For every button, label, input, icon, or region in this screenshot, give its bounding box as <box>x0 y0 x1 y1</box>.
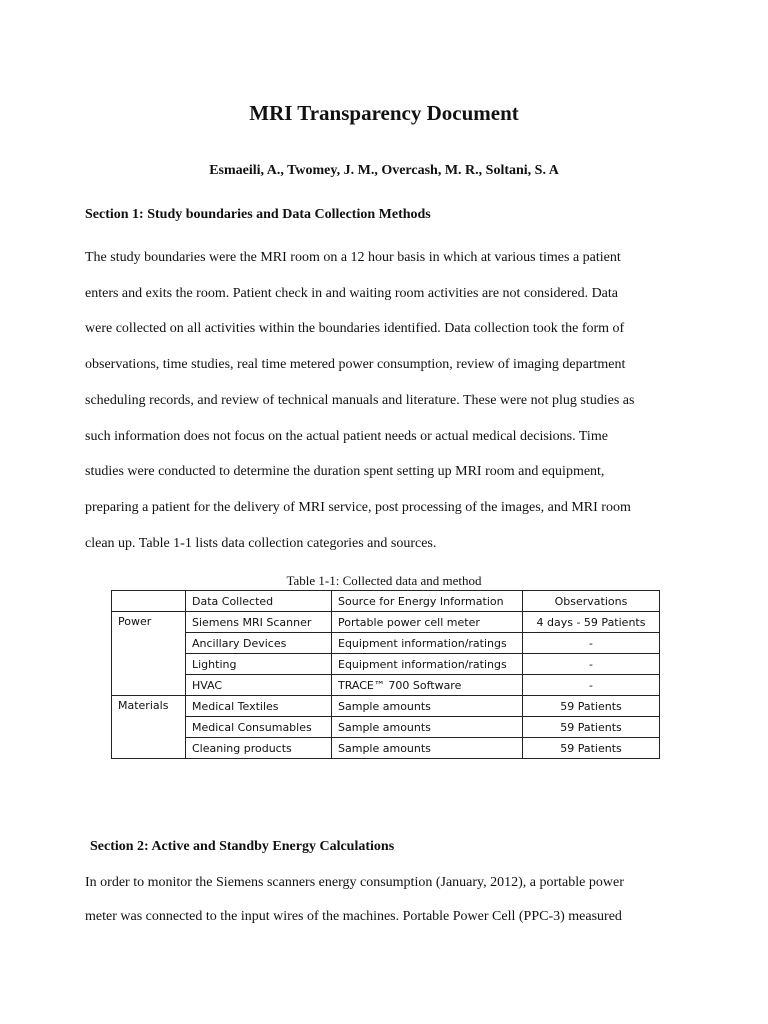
paragraph-line: The study boundaries were the MRI room on a 12 hour basis in which at various times a patient <box>85 250 621 265</box>
data-collection-table <box>111 590 660 759</box>
table-group-cell: Materials <box>112 696 186 759</box>
table-cell: Siemens MRI Scanner <box>186 612 332 633</box>
table-cell: Cleaning products <box>186 738 332 759</box>
table-row <box>112 633 660 654</box>
table-row <box>112 717 660 738</box>
table-cell: 59 Patients <box>523 738 660 759</box>
table-cell: Sample amounts <box>332 717 523 738</box>
table-cell: 59 Patients <box>523 696 660 717</box>
table-row <box>112 738 660 759</box>
table-cell: Equipment information/ratings <box>332 633 523 654</box>
table-cell: - <box>523 633 660 654</box>
table-header-cell: Source for Energy Information <box>332 591 523 612</box>
table-row <box>112 675 660 696</box>
table-cell: Medical Consumables <box>186 717 332 738</box>
paragraph-line: scheduling records, and review of technical manuals and literature. These were not plug studies as <box>85 393 635 408</box>
table-header-cell: Data Collected <box>186 591 332 612</box>
table-cell: HVAC <box>186 675 332 696</box>
section-2-heading: Section 2: Active and Standby Energy Calculations <box>90 839 395 854</box>
table-row <box>112 696 660 717</box>
table-cell: Sample amounts <box>332 738 523 759</box>
table-cell: Lighting <box>186 654 332 675</box>
paragraph-line: meter was connected to the input wires of the machines. Portable Power Cell (PPC-3) measured <box>85 909 622 924</box>
table-cell: 4 days - 59 Patients <box>523 612 660 633</box>
table-cell: - <box>523 675 660 696</box>
table-cell: - <box>523 654 660 675</box>
table-group-cell: Power <box>112 612 186 696</box>
paragraph-line: observations, time studies, real time metered power consumption, review of imaging department <box>85 357 626 372</box>
table-caption: Table 1-1: Collected data and method <box>286 573 482 588</box>
author-list: Esmaeili, A., Twomey, J. M., Overcash, M. R., Soltani, S. A <box>209 163 559 178</box>
table-cell: Medical Textiles <box>186 696 332 717</box>
paragraph-line: clean up. Table 1-1 lists data collection categories and sources. <box>85 536 437 551</box>
table-cell: Portable power cell meter <box>332 612 523 633</box>
table-cell: Ancillary Devices <box>186 633 332 654</box>
document-title: MRI Transparency Document <box>249 101 519 125</box>
paragraph-line: preparing a patient for the delivery of MRI service, post processing of the images, and MRI room <box>85 500 631 515</box>
table-cell: 59 Patients <box>523 717 660 738</box>
table-cell: Sample amounts <box>332 696 523 717</box>
paragraph-line: studies were conducted to determine the duration spent setting up MRI room and equipment, <box>85 464 605 479</box>
table-header-cell <box>112 591 186 612</box>
paragraph-line: were collected on all activities within the boundaries identified. Data collection took the form of <box>85 321 625 336</box>
table-cell: TRACE™ 700 Software <box>332 675 523 696</box>
paragraph-line: enters and exits the room. Patient check in and waiting room activities are not considered. Data <box>85 286 618 301</box>
section-1-heading: Section 1: Study boundaries and Data Collection Methods <box>85 207 431 222</box>
paragraph-line: In order to monitor the Siemens scanners energy consumption (January, 2012), a portable power <box>85 875 624 890</box>
table-row <box>112 654 660 675</box>
paragraph-line: such information does not focus on the actual patient needs or actual medical decisions. Time <box>85 429 608 444</box>
table-header-row <box>112 591 660 612</box>
table-header-cell: Observations <box>523 591 660 612</box>
table-cell: Equipment information/ratings <box>332 654 523 675</box>
table-row <box>112 612 660 633</box>
